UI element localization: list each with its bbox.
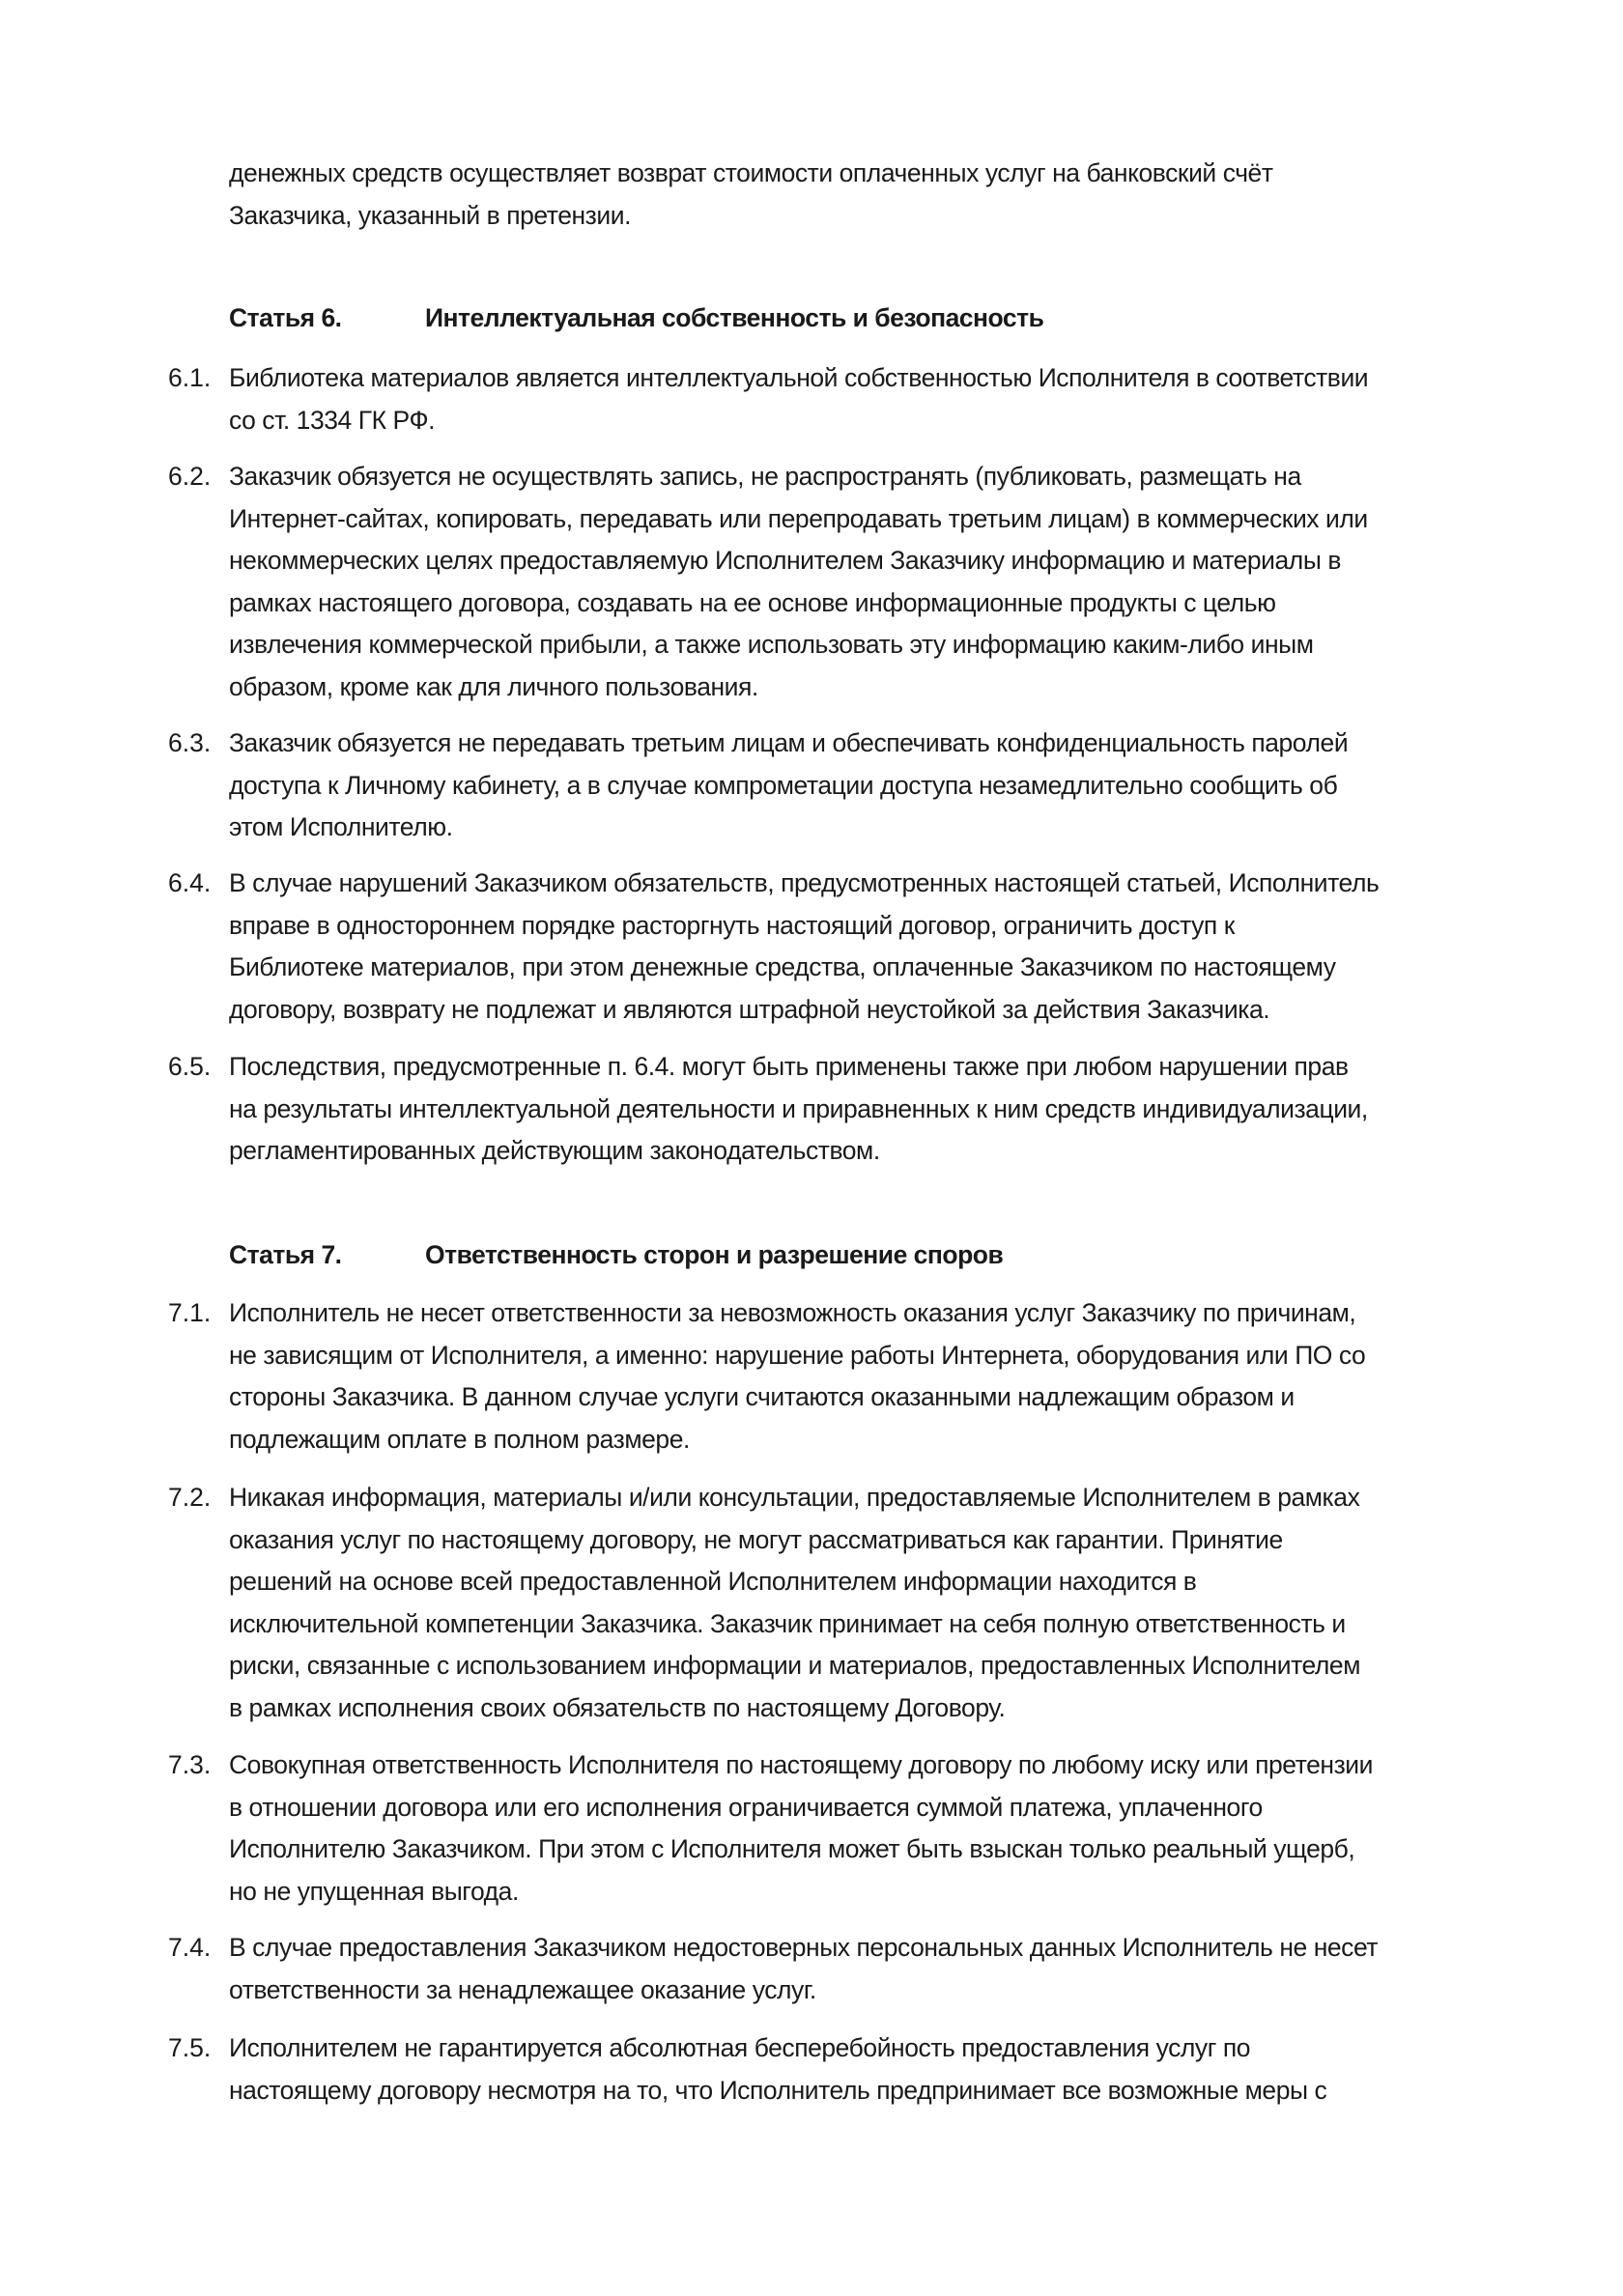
text-line: решений на основе всей предоставленной Исполнителем информации находится в (229, 1567, 1197, 1596)
text-line: не зависящим от Исполнителя, а именно: нарушение работы Интернета, оборудования или ПО со (229, 1340, 1366, 1370)
text-line: Исполнитель не несет ответственности за невозможность оказания услуг Заказчику по причинам, (229, 1298, 1356, 1327)
clause-number: 7.1. (168, 1298, 212, 1327)
text-line: В случае нарушений Заказчиком обязательств, предусмотренных настоящей статьей, Исполнитель (229, 868, 1380, 897)
clause-number: 6.1. (168, 363, 212, 392)
text-line: В случае предоставления Заказчиком недостоверных персональных данных Исполнитель не несет (229, 1933, 1379, 1962)
clause-number: 7.5. (168, 2033, 212, 2062)
text-line: доступа к Личному кабинету, а в случае компрометации доступа незамедлительно сообщить об (229, 770, 1338, 800)
text-line: Заказчик обязуется не передавать третьим лицам и обеспечивать конфиденциальность паролей (229, 728, 1349, 757)
clause-number: 6.3. (168, 728, 212, 757)
clause-number: 6.2. (168, 462, 212, 491)
text-line: рамках настоящего договора, создавать на ее основе информационные продукты с целью (229, 587, 1276, 617)
text-line: настоящему договору несмотря на то, что Исполнитель предпринимает все возможные меры с (229, 2075, 1327, 2105)
clause-number: 6.5. (168, 1052, 212, 1081)
text-line: этом Исполнителю. (229, 812, 453, 841)
text-line: риски, связанные с использованием информации и материалов, предоставленных Исполнителем (229, 1651, 1360, 1680)
text-line: Исполнителем не гарантируется абсолютная бесперебойность предоставления услуг по (229, 2033, 1251, 2062)
text-line: стороны Заказчика. В данном случае услуги считаются оказанными надлежащим образом и (229, 1382, 1295, 1411)
article-number: Статья 6. (229, 303, 342, 332)
text-line: Интернет-сайтах, копировать, передавать или перепродавать третьим лицам) в коммерческих или (229, 503, 1368, 533)
text-line: вправе в одностороннем порядке расторгнуть настоящий договор, ограничить доступ к (229, 910, 1235, 940)
article-title: Интеллектуальная собственность и безопасность (425, 303, 1044, 332)
text-line: Исполнителю Заказчиком. При этом с Исполнителя может быть взыскан только реальный ущерб, (229, 1834, 1355, 1863)
clause-number: 6.4. (168, 868, 212, 897)
text-line: но не упущенная выгода. (229, 1876, 519, 1906)
article-number: Статья 7. (229, 1240, 342, 1269)
text-line: Никакая информация, материалы и/или консультации, предоставляемые Исполнителем в рамках (229, 1483, 1360, 1512)
text-line: исключительной компетенции Заказчика. Заказчик принимает на себя полную ответственность и (229, 1608, 1346, 1638)
clause-number: 7.4. (168, 1933, 212, 1962)
text-line: Заказчик обязуется не осуществлять запись, не распространять (публиковать, размещать на (229, 462, 1301, 491)
text-line: Совокупная ответственность Исполнителя по настоящему договору по любому иску или претензии (229, 1750, 1373, 1779)
text-line: подлежащим оплате в полном размере. (229, 1424, 690, 1454)
text-line: образом, кроме как для личного пользования. (229, 671, 758, 701)
article-title: Ответственность сторон и разрешение споров (425, 1240, 1004, 1269)
text-line: Заказчика, указанный в претензии. (229, 200, 631, 230)
text-line: Последствия, предусмотренные п. 6.4. могут быть применены также при любом нарушении прав (229, 1052, 1349, 1081)
text-line: в рамках исполнения своих обязательств по настоящему Договору. (229, 1692, 1006, 1722)
text-line: Библиотеке материалов, при этом денежные средства, оплаченные Заказчиком по настоящему (229, 952, 1336, 981)
text-line: регламентированных действующим законодательством. (229, 1136, 880, 1165)
text-line: оказания услуг по настоящему договору, не могут рассматриваться как гарантии. Принятие (229, 1524, 1283, 1554)
clause-number: 7.3. (168, 1750, 212, 1779)
text-line: договору, возврату не подлежат и являются штрафной неустойкой за действия Заказчика. (229, 994, 1270, 1024)
text-line: денежных средств осуществляет возврат стоимости оплаченных услуг на банковский счёт (229, 158, 1273, 187)
text-line: со ст. 1334 ГК РФ. (229, 405, 436, 435)
text-line: в отношении договора или его исполнения ограничивается суммой платежа, уплаченного (229, 1792, 1263, 1822)
text-line: извлечения коммерческой прибыли, а также использовать эту информацию каким-либо иным (229, 630, 1314, 659)
text-line: на результаты интеллектуальной деятельности и приравненных к ним средств индивидуализации, (229, 1093, 1368, 1123)
text-line: Библиотека материалов является интеллектуальной собственностью Исполнителя в соответствии (229, 363, 1369, 392)
clause-number: 7.2. (168, 1483, 212, 1512)
text-line: некоммерческих целях предоставляемую Исполнителем Заказчику информацию и материалы в (229, 546, 1341, 575)
text-line: ответственности за ненадлежащее оказание услуг. (229, 1974, 816, 2004)
